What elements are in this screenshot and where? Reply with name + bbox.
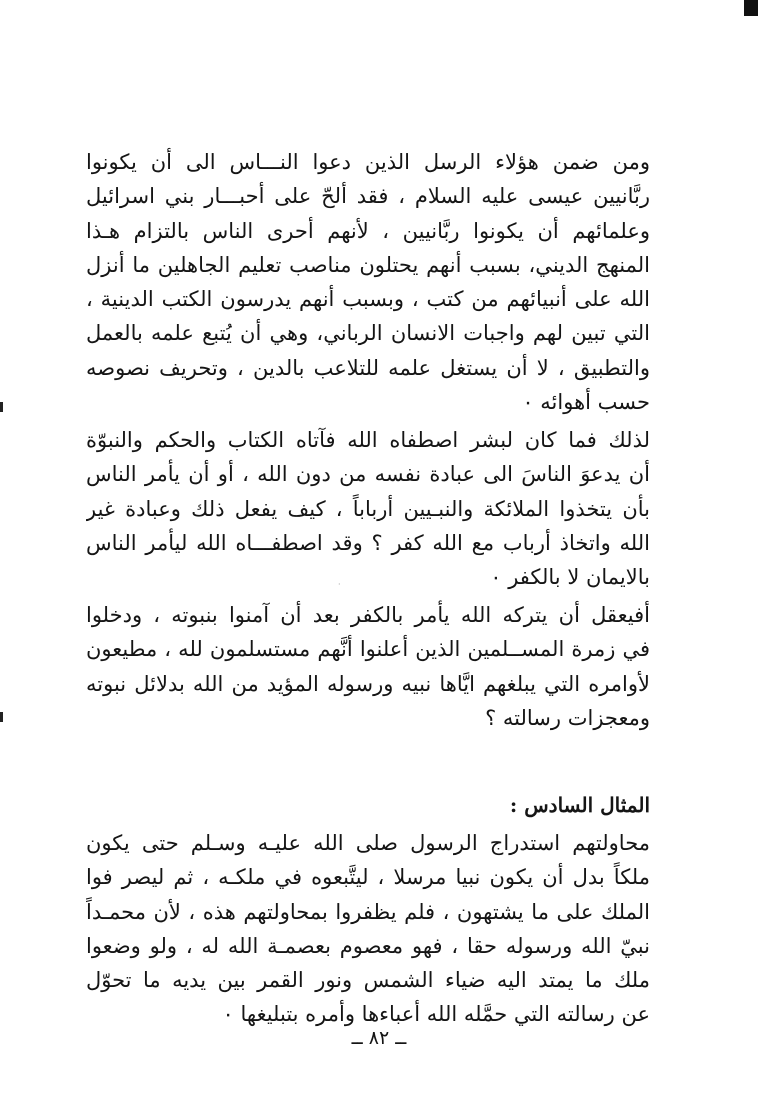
text-line: الملك على ما يشتهون ، فلم يظفروا بمحاولتهم هذه ، لأن محمـداً <box>86 899 650 924</box>
paragraph-3 <box>86 598 650 735</box>
text-line: وعلمائهم أن يكونوا ربَّانيين ، لأنهم أحرى الناس بالتزام هـذا <box>86 218 650 243</box>
text-line: ربَّانيين عيسى عليه السلام ، فقد ألحّ على أحبـــار بني اسرائيل <box>86 184 650 209</box>
paragraph-4 <box>86 826 650 1032</box>
text-line: الله واتخاذ أرباب مع الله كفر ؟ وقد اصطفـــاه الله ليأمر الناس <box>86 530 650 555</box>
page-number: ــ ٨٢ ــ <box>351 1027 407 1049</box>
margin-mark <box>0 712 3 722</box>
paragraph-2 <box>86 423 650 594</box>
text-line: ملك ما يمتد اليه ضياء الشمس ونور القمر بين يديه ما تحوّل <box>86 968 650 993</box>
text-line: عن رسالته التي حمَّله الله أعباءها وأمره بتبليغها ٠ <box>222 1002 650 1027</box>
text-line: نبيّ الله ورسوله حقا ، فهو معصوم بعصمـة الله له ، ولو وضعوا <box>86 933 650 958</box>
text-line: ملكاً بدل أن يكون نبيا مرسلا ، ليتَّبعوه في ملكـه ، ثم ليصر فوا <box>86 865 650 890</box>
margin-mark <box>0 402 3 412</box>
text-line: أفيعقل أن يتركه الله يأمر بالكفر بعد أن آمنوا بنبوته ، ودخلوا <box>86 603 650 627</box>
text-line: بالايمان لا بالكفر ٠ <box>490 565 650 590</box>
paragraph-1 <box>86 145 650 419</box>
text-line: التي تبين لهم واجبات الانسان الرباني، وهي أن يُتبع علمه بالعمل <box>86 321 650 346</box>
text-line: ومن ضمن هؤلاء الرسل الذين دعوا النـــاس الى أن يكونوا <box>86 150 650 174</box>
text-line: والتطبيق ، لا أن يستغل علمه للتلاعب بالدين ، وتحريف نصوصه <box>86 355 650 380</box>
scan-corner-mark <box>744 0 758 16</box>
text-line: حسب أهوائه ٠ <box>522 390 650 415</box>
scan-speck: · <box>338 580 341 589</box>
section-heading: المثال السادس : <box>509 793 650 817</box>
text-line: المنهج الديني، بسبب أنهم يحتلون مناصب تعليم الجاهلين ما أنزل <box>86 252 650 277</box>
text-line: في زمرة المســلمين الذين أعلنوا أنَّهم مستسلمون لله ، مطيعون <box>86 637 650 662</box>
text-line: الله على أنبيائهم من كتب ، وبسبب أنهم يدرسون الكتب الدينية ، <box>86 287 650 312</box>
text-line: لأوامره التي يبلغهم ايَّاها نبيه ورسوله المؤيد من الله بدلائل نبوته <box>86 671 650 696</box>
text-line: أن يدعوَ الناسَ الى عبادة نفسه من دون الله ، أو أن يأمر الناس <box>86 462 650 487</box>
text-line: بأن يتخذوا الملائكة والنبـيين أرباباً ، كيف يفعل ذلك وعبادة غير <box>86 496 650 521</box>
text-line: ومعجزات رسالته ؟ <box>485 705 650 730</box>
text-line: محاولتهم استدراج الرسول صلى الله عليـه وسـلم حتى يكون <box>86 831 650 855</box>
text-line: لذلك فما كان لبشر اصطفاه الله فآتاه الكتاب والحكم والنبوّة <box>86 428 650 452</box>
